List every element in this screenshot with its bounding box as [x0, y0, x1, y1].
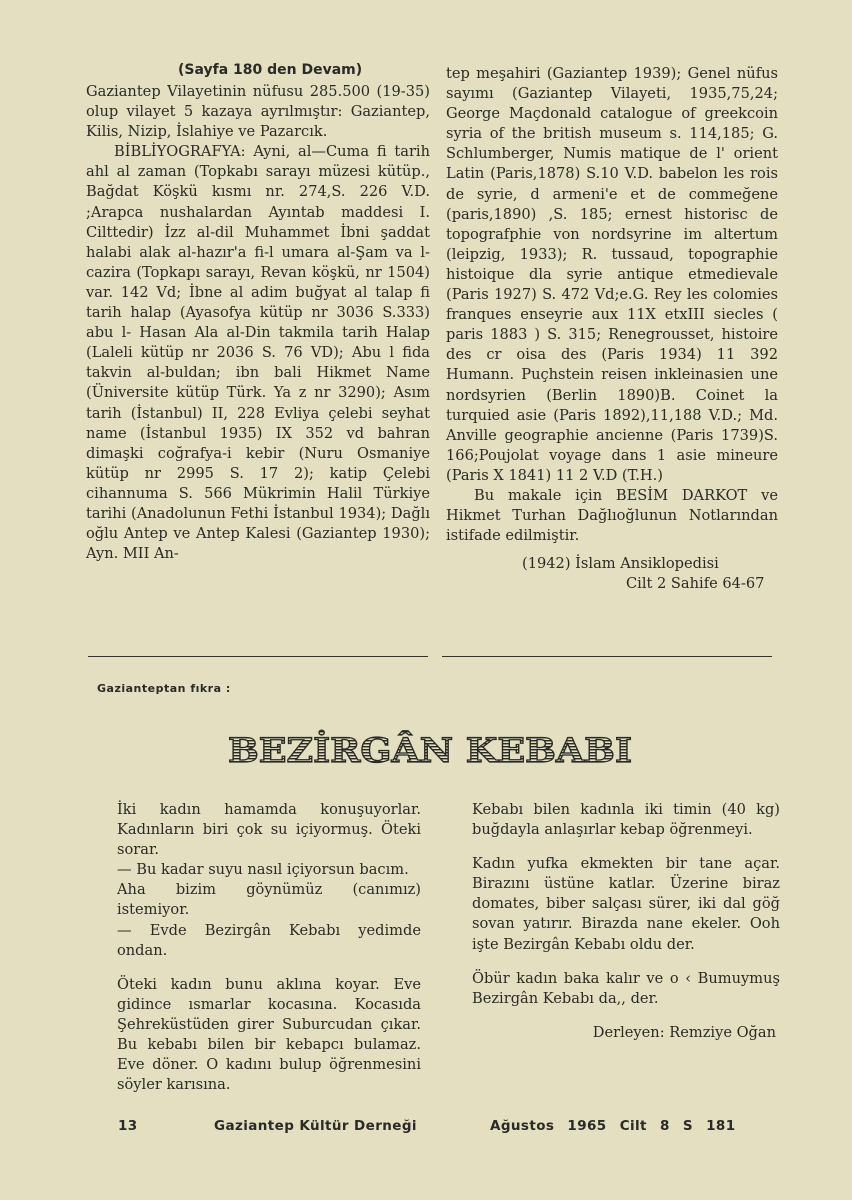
source-citation: (1942) İslam Ansiklopedisi: [522, 555, 719, 573]
story-title: [224, 722, 636, 770]
story-dialogue-line: Aha bizim göynümüz (canımız) istemiyor.: [117, 881, 421, 919]
acknowledgement-paragraph: Bu makale için BESİM DARKOT ve Hikmet Turhan Dağlıoğlunun Notlarından istifade edilmiştir.: [446, 486, 778, 545]
story-left-column: [117, 800, 421, 1095]
section-divider-right: [442, 656, 772, 657]
bibliography-continuation: tep meşahiri (Gaziantep 1939); Genel nüfus sayımı (Gaziantep Vilayeti, 1935,75,24; George Maçdonald catalogue of greekcoin syria of the british museum s. 114,185; G. Schlumberger, Numis matique de l' orient Latin (Paris,1878) S.10 V.D. babelon les rois de syrie, d armeni'e et de commeğene (paris,1890) ,S. 185; ernest historisc de topografphie von nordsyrine im altertum (leipzig, 1933); R. tussaud, topographie histoique dla syrie antique etmedievale (Paris 1927) S. 472 Vd;e.G. Rey les colomies franques enseyrie aux 11X etxIII siecles ( paris 1883 ) S. 315; Renegrousset, histoire des cr oisa des (Paris 1934) 11 392 Humann. Puçhstein reisen inkleinasien une nordsyrien (Berlin 1890)B. Coinet la turquied asie (Paris 1892),11,188 V.D.; Md. Anville geographie ancienne (Paris 1739)S. 166;Poujolat voyage dans 1 asie mineure (Paris X 1841) 11 2 V.D (T.H.): [446, 65, 778, 484]
compiler-signature: Derleyen: Remziye Oğan: [592, 1023, 776, 1041]
story-title-text: BEZİRGÂN KEBABI: [228, 731, 606, 770]
source-citation-volume: Cilt 2 Sahife 64-67: [626, 575, 765, 593]
issue-info: Ağustos 1965 Cilt 8 S 181: [490, 1118, 736, 1134]
story-paragraph: Kebabı bilen kadınla iki timin (40 kg) buğdayla anlaşırlar kebap öğrenmeyi.: [472, 801, 780, 839]
continued-from-note: (Sayfa 180 den Devam): [178, 62, 363, 78]
page-number: 13: [118, 1118, 138, 1134]
story-dialogue-line: — Bu kadar suyu nasıl içiyorsun bacım.: [117, 861, 409, 879]
publisher-name: Gaziantep Kültür Derneği: [214, 1118, 417, 1134]
story-dialogue-line: — Evde Bezirgân Kebabı yedimde ondan.: [117, 921, 421, 959]
section-label: Gazianteptan fıkra :: [97, 682, 231, 695]
population-paragraph: Gaziantep Vilayetinin nüfusu 285.500 (19-35) olup vilayet 5 kazaya ayrılmıştır: Gaziantep, Kilis, Nizip, İslahiye ve Pazarcık.: [86, 83, 430, 141]
story-paragraph: İki kadın hamamda konuşuyorlar. Kadınların biri çok su içiyormuş. Öteki sorar.: [117, 801, 421, 859]
bibliography-paragraph: BİBLİYOGRAFYA: Ayni, al—Cuma fi tarih ahl al zaman (Topkabı sarayı müzesi kütüp., Bağdat Köşkü kısmı nr. 274,S. 226 V.D. ;Arapca nushalardan Ayıntab maddesi I. Cilttedir) İzz al-dil Muhammet İbni şaddat halabi alak al-hazır'a fi-l umara al-Şam va l-cazira (Topkapı sarayı, Revan köşkü, nr 1504) var. 142 Vd; İbne al adim buğyat al talap fi tarih halap (Ayasofya kütüp nr 3036 S.333) abu l- Hasan Ala al-Din takmila tarih Halap (Laleli kütüp nr 2036 S. 76 VD); Abu l fida takvin al-buldan; ibn bali Hikmet Name (Üniversite kütüp Türk. Ya z nr 3290); Asım tarih (İstanbul) II, 228 Evliya çelebi seyhat name (İstanbul 1935) IX 352 vd bahran dimaşki coğrafya-i kebir (Nuru Osmaniye kütüp nr 2995 S. 17 2); katip Çelebi cihannuma S. 566 Mükrimin Halil Türkiye tarihi (Anadolunun Fethi İstanbul 1934); Dağlı oğlu Antep ve Antep Kalesi (Gaziantep 1930); Ayn. MII An-: [86, 143, 430, 563]
story-paragraph: Öbür kadın baka kalır ve o ‹ Bumuymuş Bezirgân Kebabı da,, der.: [472, 969, 780, 1007]
article-left-column: [86, 82, 430, 564]
article-right-column: [446, 64, 778, 594]
story-paragraph: Kadın yufka ekmekten bir tane açar. Birazını üstüne katlar. Üzerine biraz domates, biber salçası sürer, iki dal göğ sovan yatırır. Birazda nane ekeler. Ooh işte Bezirgân Kebabı oldu der.: [472, 855, 780, 953]
story-paragraph: Öteki kadın bunu aklına koyar. Eve gidince ısmarlar kocasına. Kocasıda Şehreküstüden girer Suburcudan çıkar. Bu kebabı bilen bir kebapcı bulamaz. Eve döner. O kadını bulup öğrenmesini söyler karısına.: [117, 975, 421, 1094]
story-right-column: [472, 800, 780, 1043]
section-divider-left: [88, 656, 428, 657]
